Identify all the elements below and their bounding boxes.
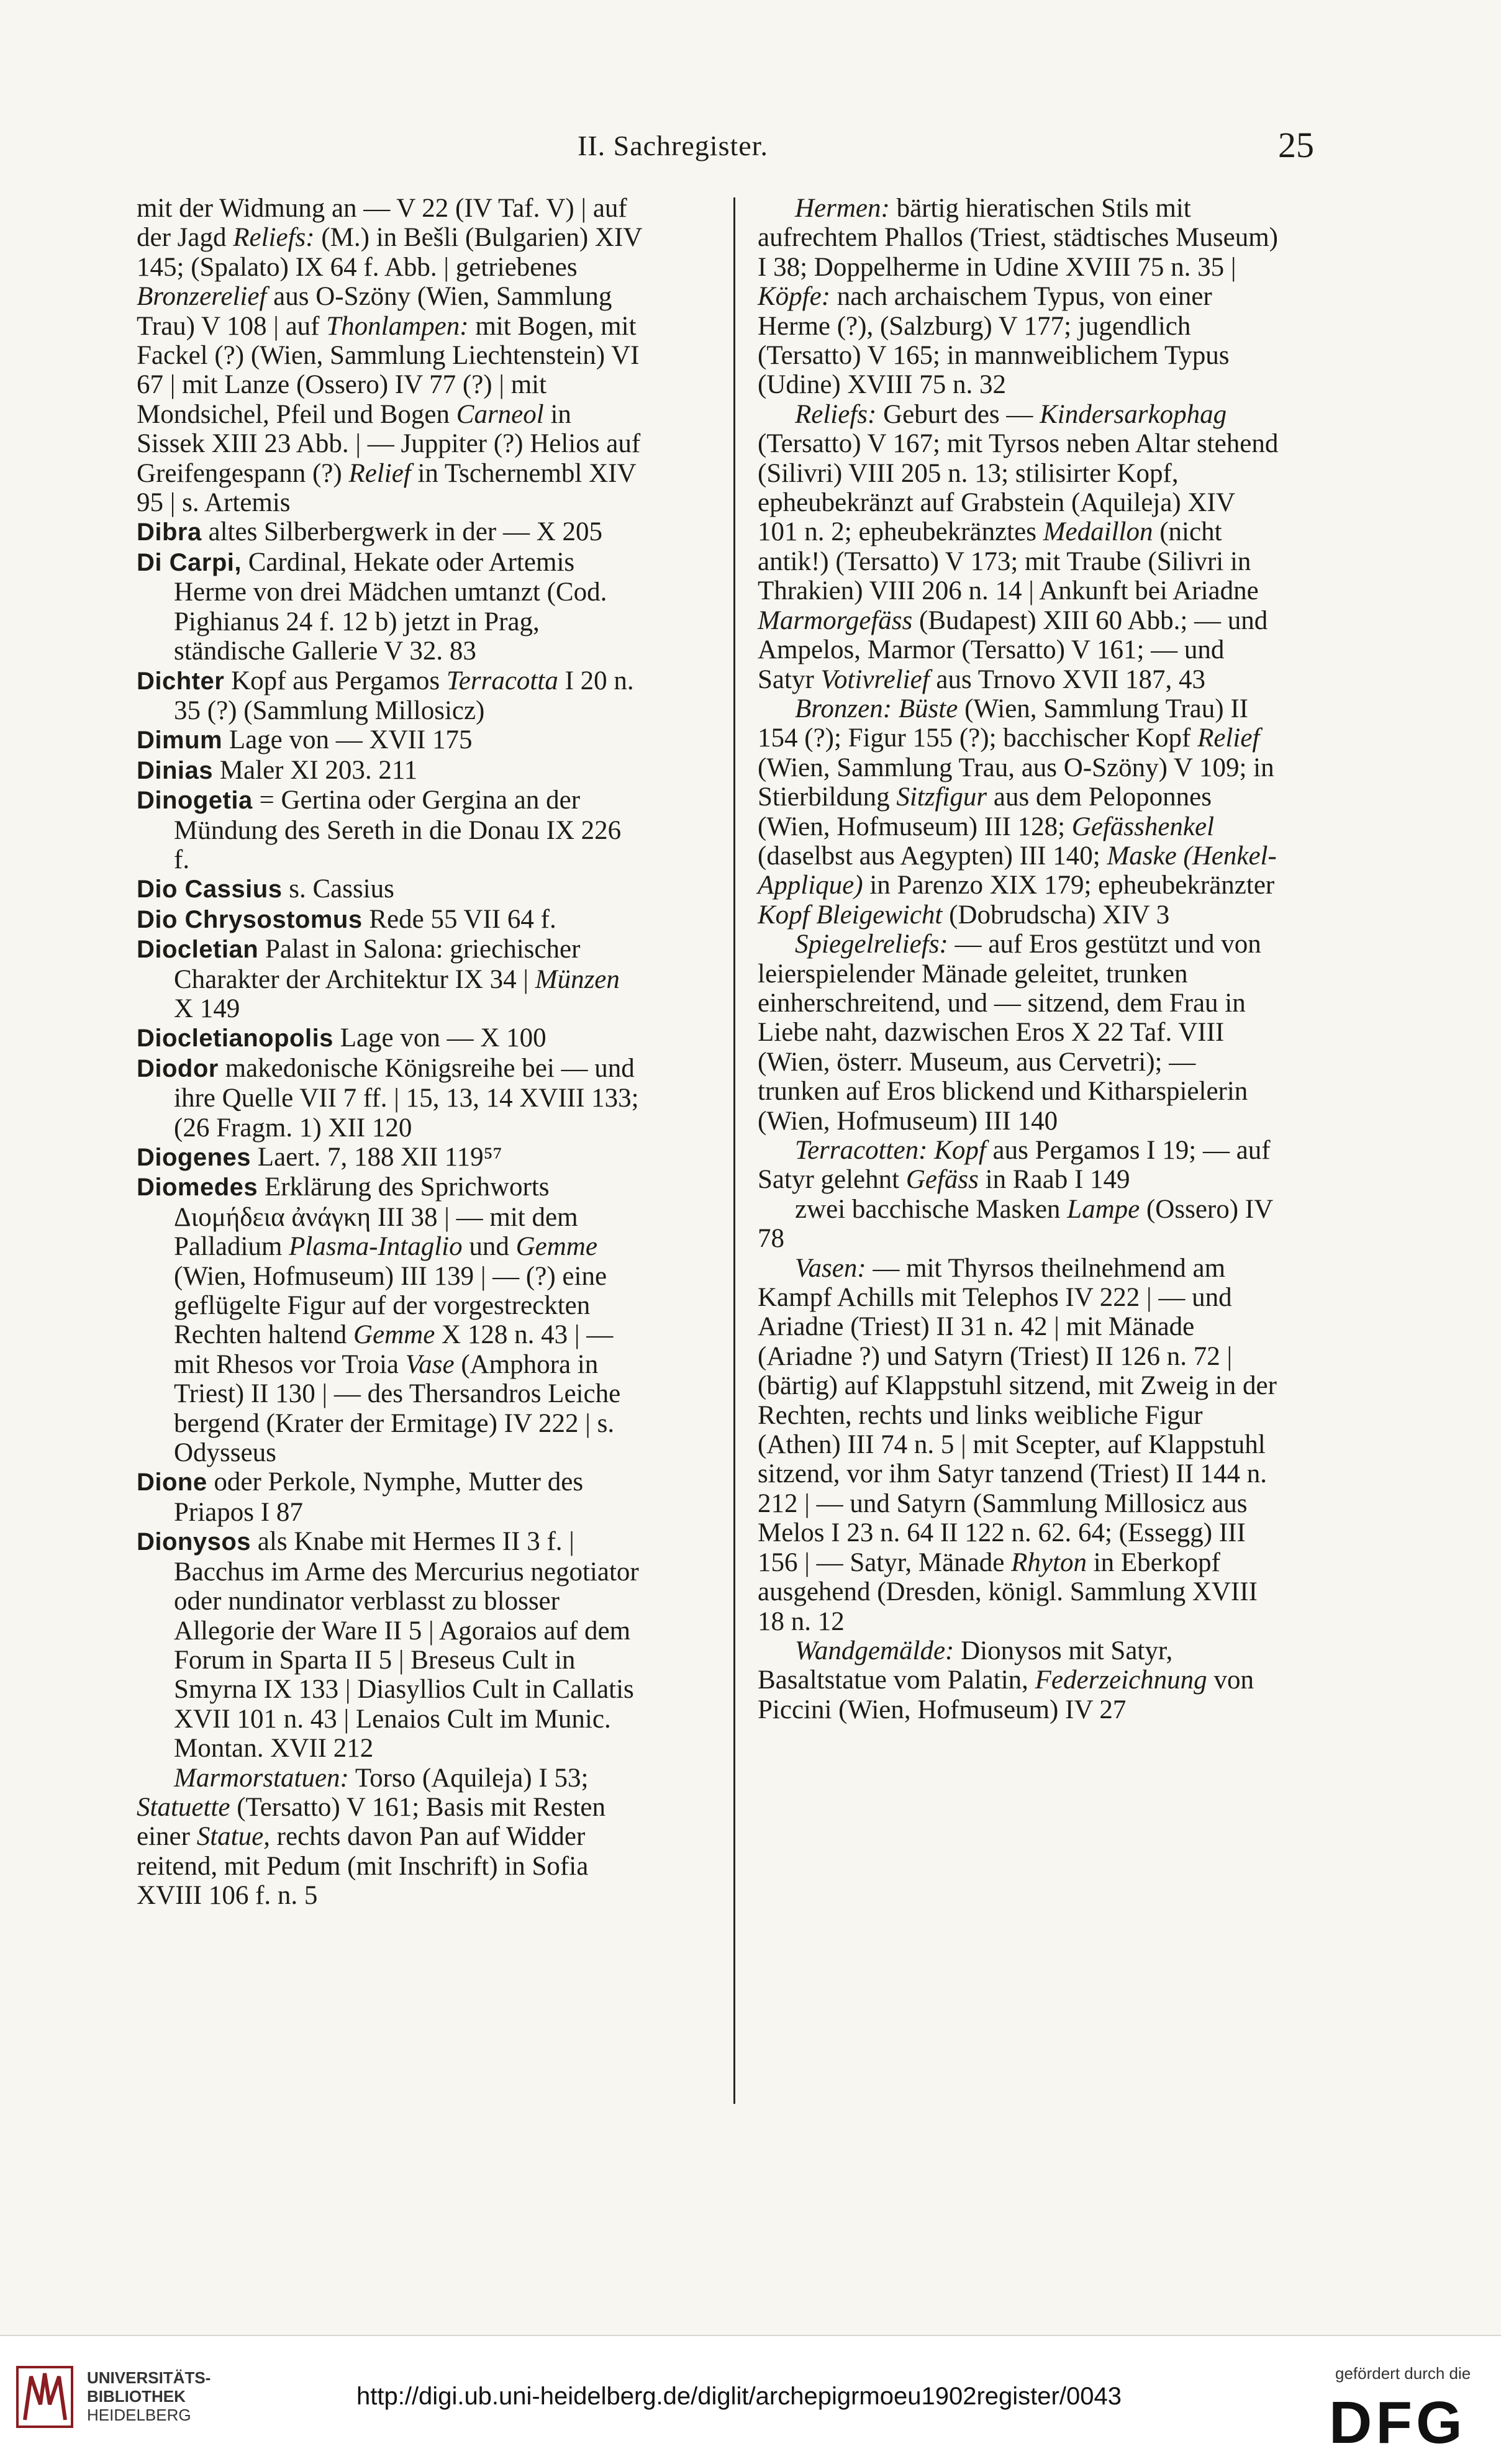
index-entry (137, 666, 643, 726)
entry-italic-term: Bronzerelief (137, 282, 267, 312)
entry-italic-term: Spiegelreliefs: (795, 930, 948, 959)
index-entry (137, 548, 643, 666)
dfg-logo: DFG (1329, 2389, 1466, 2456)
entry-italic-term: Hermen: (795, 194, 890, 223)
entry-text: aus dem Peloponnes (Wien, Hofmuseum) III 128; (758, 782, 1212, 841)
university-seal-icon (12, 2361, 78, 2432)
entry-headword: Dibra (137, 519, 202, 546)
entry-text: Palast in Salona: griechischer Charakter der Architektur IX 34 | (174, 935, 581, 994)
entry-text: in Parenzo XIX 179; epheubekränzter (863, 871, 1275, 900)
entry-text: mit der Widmung an — V 22 (IV Taf. V) | auf der Jagd (137, 194, 627, 253)
entry-text: in Sissek XIII 23 Abb. | — Juppiter (?) Helios auf Greifengespann (?) (137, 399, 641, 488)
entry-text: Torso (Aquileja) I 53; (348, 1763, 589, 1793)
entry-headword: Dinogetia (137, 787, 253, 815)
entry-headword: Dimum (137, 727, 223, 754)
entry-headword: Di Carpi, (137, 548, 242, 576)
entry-text: (Wien, Sammlung Trau) II 154 (?); Figur 155 (?); bacchischer Kopf (758, 694, 1248, 753)
entry-text: in Raab I 149 (978, 1165, 1130, 1195)
entry-headword: Dinias (137, 756, 214, 784)
permalink-url[interactable]: http://digi.ub.uni-heidelberg.de/diglit/archepigrmoeu1902register/0043 (356, 2383, 1122, 2410)
entry-italic-term: Gefässhenkel (1071, 812, 1215, 841)
entry-headword: Dione (137, 1469, 207, 1497)
entry-text: (nicht antik!) (Tersatto) V 173; mit Traube (Silivri in Thrakien) VIII 206 n. 14 | Ankunft bei Ariadne (758, 517, 1259, 606)
entry-headword: Diocletianopolis (137, 1025, 333, 1053)
entry-italic-term: Relief (348, 458, 411, 488)
entry-text: (Tersatto) V 167; mit Tyrsos neben Altar stehend (Silivri) VIII 205 n. 13; stilisirter Kopf, epheubekränzt auf Grabstein (Aquileja) XIV 101 n. 2; epheubekränztes (758, 429, 1279, 547)
entry-text: = Gertina oder Gergina an der Mündung des Sereth in die Donau IX 226 f. (174, 786, 622, 874)
entry-text: rechts davon Pan auf Widder reitend, mit Pedum (mit Inschrift) in Sofia XVIII 106 f. n. 5 (137, 1822, 589, 1911)
entry-headword: Dio Cassius (137, 876, 283, 904)
index-entry (758, 400, 1279, 694)
entry-text: Dionysos mit Satyr, Basaltstatue vom Palatin, (758, 1636, 1173, 1695)
entry-text: I 20 n. 35 (?) (Sammlung Millosicz) (174, 666, 634, 725)
index-entry (758, 930, 1279, 1136)
left-column (137, 194, 643, 1911)
entry-italic-term: Münzen (535, 964, 620, 994)
entry-italic-term: Vase (405, 1349, 455, 1379)
index-entry (137, 1527, 643, 1763)
library-line-1: UNIVERSITÄTS- (87, 2368, 211, 2387)
entry-text: Lage von — X 100 (333, 1023, 546, 1053)
entry-italic-term: Marmorgefäss (758, 605, 913, 635)
entry-text: s. Cassius (282, 874, 394, 904)
index-entry (758, 1636, 1279, 1724)
entry-italic-term: Federzeichnung (1035, 1665, 1207, 1695)
entry-text: Lage von — XVII 175 (222, 725, 473, 755)
index-entry (137, 517, 643, 547)
entry-italic-term: Maske (Henkel-Applique) (758, 841, 1277, 900)
entry-italic-term: Bronzen: Büste (795, 694, 958, 723)
entry-italic-term: Reliefs: (795, 399, 877, 429)
entry-text: altes Silberbergwerk in der — X 205 (201, 517, 603, 547)
entry-text: (Wien, Sammlung Trau, aus O-Szöny) V 109; in Stierbildung (758, 753, 1274, 812)
entry-italic-term: Terracotten: Kopf (795, 1136, 986, 1165)
entry-headword: Diodor (137, 1054, 219, 1082)
index-entry (137, 1764, 643, 1911)
column-divider (733, 197, 735, 2104)
entry-text: X 128 n. 43 | — mit Rhesos vor Troia (174, 1320, 614, 1379)
index-entry (758, 1136, 1279, 1195)
index-entry (758, 194, 1279, 400)
entry-text: X 149 (174, 994, 240, 1023)
entry-italic-term: Wandgemälde: (795, 1636, 955, 1665)
entry-headword: Dio Chrysostomus (137, 905, 363, 933)
page-number: 25 (1278, 125, 1314, 165)
index-entry (137, 725, 643, 755)
entry-italic-term: Statue, (196, 1822, 270, 1852)
entry-italic-term: Gefäss (905, 1165, 979, 1195)
right-column (758, 194, 1279, 1724)
entry-text: Rede 55 VII 64 f. (362, 904, 556, 934)
index-entry (758, 1195, 1279, 1254)
entry-text: — auf Eros gestützt und von leierspielender Mänade geleitet, trunken einherschreitend, und — sitzend, dem Frau in Liebe naht, dazwischen Eros X 22 Taf. VIII (Wien, österr. Museum, aus Cervetri); — trunken auf Eros blickend und Kitharspielerin (Wien, Hofmuseum) III 140 (758, 930, 1261, 1136)
entry-italic-term: Relief (1197, 723, 1260, 753)
entry-text: Geburt des — (876, 399, 1040, 429)
entry-italic-term: Thonlampen: (326, 311, 469, 341)
entry-italic-term: Vasen: (795, 1253, 866, 1283)
running-title: II. Sachregister. (578, 130, 768, 161)
entry-italic-term: Plasma-Intaglio (289, 1232, 463, 1262)
entry-text: (Dobrudscha) XIV 3 (942, 900, 1170, 930)
entry-text: aus Trnovo XVII 187, 43 (929, 664, 1206, 694)
entry-text: von Piccini (Wien, Hofmuseum) IV 27 (758, 1665, 1254, 1724)
entry-text: bärtig hieratischen Stils mit aufrechtem Phallos (Triest, städtisches Museum) I 38; Doppelherme in Udine XVIII 75 n. 35 | (758, 194, 1278, 282)
index-entry (137, 1143, 643, 1172)
index-entry (137, 905, 643, 935)
page-header (0, 125, 1501, 173)
entry-text: — mit Thyrsos theilnehmend am Kampf Achills mit Telephos IV 222 | — und Ariadne (Triest) II 31 n. 42 | mit Mänade (Ariadne ?) und Satyrn (Triest) II 126 n. 72 | (bärtig) auf Klappstuhl sitzend, mit Zweig in der Rechten, rechts und links weibliche Figur (Athen) III 74 n. 5 | mit Scepter, auf Klappstuhl sitzend, vor ihm Satyr tanzend (Triest) II 144 n. 212 | — und Satyrn (Sammlung Millosicz aus Melos I 23 n. 64 II 122 n. 62. 64; (Essegg) III 156 | — Satyr, Mänade (758, 1253, 1277, 1577)
index-entry (137, 1054, 643, 1143)
entry-text: (M.) in Bešli (Bulgarien) XIV 145; (Spalato) IX 64 f. Abb. | getriebenes (137, 223, 642, 282)
entry-text: (daselbst aus Aegypten) III 140; (758, 841, 1107, 871)
index-entry (137, 935, 643, 1023)
entry-headword: Dionysos (137, 1528, 252, 1556)
entry-text: als Knabe mit Hermes II 3 f. | Bacchus im Arme des Mercurius negotiator oder nundinator verblasst zu blosser Allegorie der Ware II 5 | Agoraios auf dem Forum in Sparta II 5 | Breseus Cult in Smyrna IX 133 | Diasyllios Cult in Callatis XVII 101 n. 43 | Lenaios Cult im Munic. Montan. XVII 212 (174, 1527, 639, 1764)
entry-italic-term: Votivrelief (820, 664, 930, 694)
entry-text: Erklärung des Sprichworts Διομήδεια ἀνάγκη III 38 | — mit dem Palladium (174, 1172, 578, 1262)
index-entry (758, 694, 1279, 930)
entry-text: (Amphora in Triest) II 130 | — des Thersandros Leiche bergend (Krater der Ermitage) IV 222 | s. Odysseus (174, 1349, 621, 1468)
entry-headword: Diocletian (137, 936, 259, 964)
index-entry (758, 1254, 1279, 1636)
entry-text: zwei bacchische Masken (795, 1194, 1068, 1224)
library-line-2: BIBLIOTHEK (87, 2387, 186, 2406)
entry-text: aus O-Szöny (Wien, Sammlung Trau) V 108 | auf (137, 282, 612, 341)
entry-italic-term: Statuette (137, 1792, 230, 1822)
entry-italic-term: Köpfe: (758, 282, 831, 312)
entry-italic-term: Kindersarkophag (1040, 399, 1227, 429)
entry-text: (Budapest) XIII 60 Abb.; — und Ampelos, Marmor (Tersatto) V 161; — und Satyr (758, 605, 1268, 694)
index-entry (137, 1023, 643, 1053)
entry-italic-term: Lampe (1067, 1194, 1140, 1224)
entry-italic-term: Marmorstatuen: (174, 1763, 349, 1793)
entry-headword: Diogenes (137, 1144, 252, 1171)
entry-text: und (462, 1232, 516, 1262)
index-entry (137, 756, 643, 786)
index-entry (137, 194, 643, 517)
index-entry (137, 874, 643, 904)
entry-text: Maler XI 203. 211 (213, 755, 418, 785)
entry-text: aus Pergamos I 19; — auf Satyr gelehnt (758, 1136, 1271, 1195)
entry-text: nach archaischem Typus, von einer Herme (?), (Salzburg) V 177; jugendlich (Tersatto) V 165; in mannweiblichem Typus (Udine) XVIII 75 n. 32 (758, 282, 1230, 400)
index-entry (137, 1172, 643, 1467)
entry-italic-term: Carneol (456, 399, 544, 429)
entry-italic-term: Rhyton (1011, 1547, 1087, 1577)
entry-headword: Diomedes (137, 1174, 258, 1202)
entry-headword: Dichter (137, 667, 225, 695)
entry-text: in Tschernembl XIV 95 | s. Artemis (137, 458, 636, 518)
library-line-3: HEIDELBERG (87, 2406, 191, 2424)
entry-text: makedonische Königsreihe bei — und ihre Quelle VII 7 ff. | 15, 13, 14 XVIII 133; (26 Fragm. 1) XII 120 (174, 1053, 639, 1143)
entry-text: Cardinal, Hekate oder Artemis Herme von drei Mädchen umtanzt (Cod. Pighianus 24 f. 12 b) jetzt in Prag, ständische Gallerie V 32. 83 (174, 547, 607, 666)
entry-italic-term: Gemme (353, 1320, 435, 1350)
entry-text: mit Bogen, mit Fackel (?) (Wien, Sammlung Liechtenstein) VI 67 | mit Lanze (Ossero) IV 77 (?) | mit Mondsichel, Pfeil und Bogen (137, 311, 640, 429)
entry-italic-term: Medaillon (1043, 517, 1153, 547)
entry-italic-term: Terracotta (446, 666, 558, 695)
index-entry (137, 1467, 643, 1527)
entry-text: (Tersatto) V 161; Basis mit Resten einer (137, 1792, 605, 1852)
funder-caption: gefördert durch die (1335, 2364, 1471, 2383)
entry-text: Laert. 7, 188 XII 119⁵⁷ (251, 1143, 502, 1172)
entry-text: (Wien, Hofmuseum) III 139 | — (?) eine geflügelte Figur auf der vorgestreckten Rechten haltend (174, 1261, 607, 1350)
entry-italic-term: Gemme (515, 1232, 597, 1262)
entry-italic-term: Kopf Bleigewicht (758, 900, 943, 930)
footer-bar (0, 2335, 1501, 2464)
entry-italic-term: Sitzfigur (896, 782, 987, 812)
library-name (87, 2368, 211, 2424)
entry-text: Kopf aus Pergamos (224, 666, 447, 695)
entry-italic-term: Reliefs: (233, 223, 315, 253)
index-entry (137, 786, 643, 874)
entry-text: in Eberkopf ausgehend (Dresden, königl. Sammlung XVIII 18 n. 12 (758, 1547, 1258, 1636)
entry-text: oder Perkole, Nymphe, Mutter des Priapos I 87 (174, 1467, 584, 1527)
entry-text: (Ossero) IV 78 (758, 1194, 1273, 1254)
